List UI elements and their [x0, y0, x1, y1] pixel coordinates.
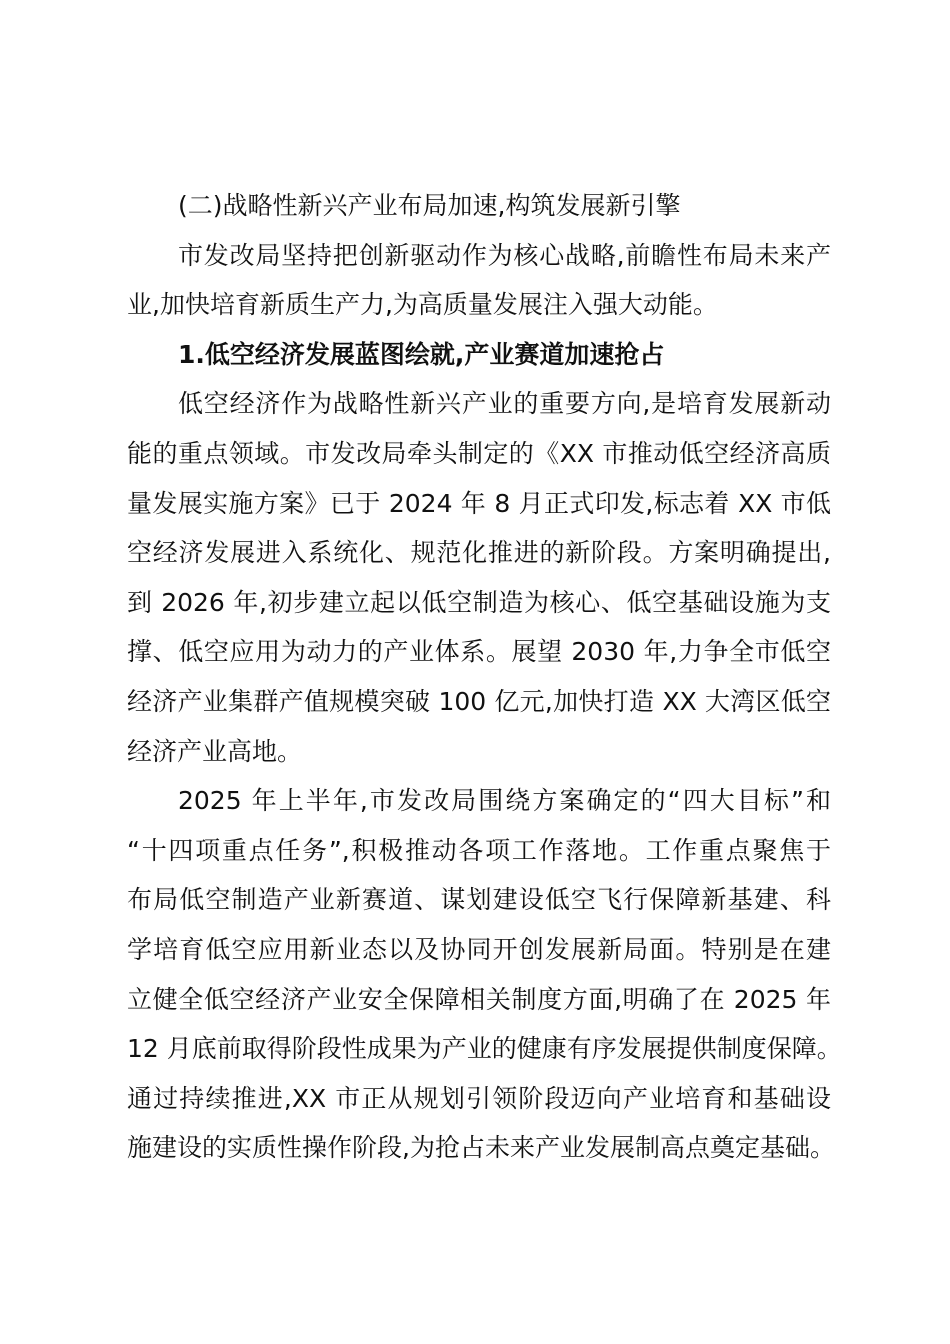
text-line: 布局低空制造产业新赛道、谋划建设低空飞行保障新基建、科	[127, 885, 831, 915]
text-line: 市发改局坚持把创新驱动作为核心战略,前瞻性布局未来产	[178, 240, 831, 270]
text-line: 2025 年上半年,市发改局围绕方案确定的“四大目标”和	[178, 786, 831, 816]
text-line: 空经济发展进入系统化、规范化推进的新阶段。方案明确提出,	[127, 538, 831, 568]
text-line: 到 2026 年,初步建立起以低空制造为核心、低空基础设施为支	[127, 587, 831, 617]
text-line: 撑、低空应用为动力的产业体系。展望 2030 年,力争全市低空	[127, 637, 831, 667]
text-line: 能的重点领域。市发改局牵头制定的《XX 市推动低空经济高质	[127, 438, 831, 468]
text-line: 通过持续推进,XX 市正从规划引领阶段迈向产业培育和基础设	[127, 1083, 831, 1113]
text-line: 施建设的实质性操作阶段,为抢占未来产业发展制高点奠定基础。	[127, 1133, 835, 1163]
subsection-heading	[127, 330, 831, 380]
text-line: 量发展实施方案》已于 2024 年 8 月正式印发,标志着 XX 市低	[127, 488, 831, 518]
paragraph	[127, 231, 831, 330]
text-line: 经济产业集群产值规模突破 100 亿元,加快打造 XX 大湾区低空	[127, 686, 831, 716]
text-line: 立健全低空经济产业安全保障相关制度方面,明确了在 2025 年	[127, 984, 831, 1014]
paragraph	[127, 379, 831, 776]
text-line: 经济产业高地。	[127, 736, 303, 766]
text-line: “十四项重点任务”,积极推动各项工作落地。工作重点聚焦于	[127, 835, 831, 865]
text-line: 12 月底前取得阶段性成果为产业的健康有序发展提供制度保障。	[127, 1034, 842, 1064]
text-line: 低空经济作为战略性新兴产业的重要方向,是培育发展新动	[178, 389, 831, 419]
text-line: (二)战略性新兴产业布局加速,构筑发展新引擎	[178, 191, 681, 220]
text-line: 业,加快培育新质生产力,为高质量发展注入强大动能。	[127, 290, 718, 320]
text-line: 1.低空经济发展蓝图绘就,产业赛道加速抢占	[178, 339, 665, 369]
text-line: 学培育低空应用新业态以及协同开创发展新局面。特别是在建	[127, 934, 831, 964]
section-heading	[127, 181, 831, 231]
paragraph	[127, 776, 842, 1173]
document-body	[127, 181, 842, 1173]
